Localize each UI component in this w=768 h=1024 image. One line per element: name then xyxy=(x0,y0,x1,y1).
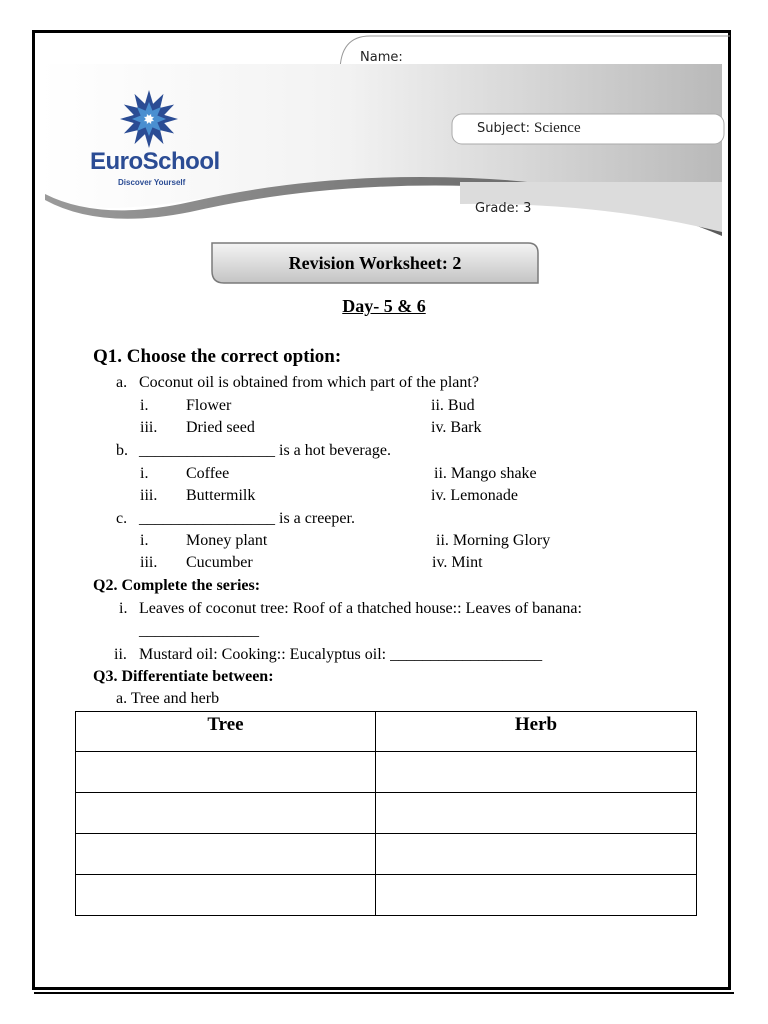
q2-heading: Q2. Complete the series: xyxy=(93,577,261,594)
table-cell[interactable] xyxy=(76,834,376,875)
q2-item1-blank[interactable]: _______________ xyxy=(139,622,259,639)
table-header-row xyxy=(76,712,697,752)
q3-heading: Q3. Differentiate between: xyxy=(93,668,274,685)
q1b-opt2[interactable]: ii. Mango shake xyxy=(434,465,537,482)
differentiate-table xyxy=(75,711,697,916)
q1a-question: Coconut oil is obtained from which part of the plant? xyxy=(139,374,479,391)
q2-item1-text: Leaves of coconut tree: Roof of a thatched house:: Leaves of banana: xyxy=(139,600,582,617)
name-label: Name: xyxy=(360,50,403,65)
table-row xyxy=(76,752,697,793)
page-bottom-rule xyxy=(34,992,734,994)
table-row xyxy=(76,834,697,875)
q2-item1-num: i. xyxy=(119,600,128,617)
q1b-opt1-num: i. xyxy=(140,465,149,482)
q1a-opt3-num: iii. xyxy=(140,419,158,436)
table-cell[interactable] xyxy=(376,752,697,793)
q2-item2-text: Mustard oil: Cooking:: Eucalyptus oil: ___________________ xyxy=(139,646,543,663)
q1a-opt1-num: i. xyxy=(140,397,149,414)
grade-label: Grade: xyxy=(475,201,520,216)
table-cell[interactable] xyxy=(376,834,697,875)
subject-value: Science xyxy=(533,120,581,136)
logo-tagline: Discover Yourself xyxy=(118,178,186,187)
grade-value: 3 xyxy=(523,201,532,216)
table-cell[interactable] xyxy=(76,793,376,834)
q1c-letter: c. xyxy=(116,510,128,527)
q1c-opt3[interactable]: Cucumber xyxy=(186,554,253,571)
table-cell[interactable] xyxy=(376,875,697,916)
table-cell[interactable] xyxy=(376,793,697,834)
q1c-opt4[interactable]: iv. Mint xyxy=(432,554,483,571)
q2-item2-num: ii. xyxy=(114,646,127,663)
q1a-opt3[interactable]: Dried seed xyxy=(186,419,255,436)
q1b-opt4[interactable]: iv. Lemonade xyxy=(431,487,518,504)
q1c-opt1-num: i. xyxy=(140,532,149,549)
worksheet-title: Revision Worksheet: 2 xyxy=(288,253,462,273)
q1-heading: Q1. Choose the correct option: xyxy=(93,346,342,367)
logo-name: EuroSchool xyxy=(90,148,220,175)
subject-label: Subject: xyxy=(477,121,530,136)
q1b-opt3-num: iii. xyxy=(140,487,158,504)
q1c-question: _________________ is a creeper. xyxy=(139,510,355,527)
q1c-opt2[interactable]: ii. Morning Glory xyxy=(436,532,551,549)
subject-field[interactable] xyxy=(477,120,581,137)
table-row xyxy=(76,875,697,916)
column-header-herb: Herb xyxy=(376,712,697,752)
day-heading: Day- 5 & 6 xyxy=(342,296,426,316)
q1b-opt1[interactable]: Coffee xyxy=(186,465,230,482)
q1b-letter: b. xyxy=(116,442,128,459)
q1b-question: _________________ is a hot beverage. xyxy=(139,442,391,459)
q1a-opt4[interactable]: iv. Bark xyxy=(431,419,482,436)
column-header-tree: Tree xyxy=(76,712,376,752)
q1b-opt3[interactable]: Buttermilk xyxy=(186,487,256,504)
q1a-opt1[interactable]: Flower xyxy=(186,397,232,414)
q1c-opt1[interactable]: Money plant xyxy=(186,532,268,549)
name-field[interactable] xyxy=(360,50,403,65)
q1a-letter: a. xyxy=(116,374,128,391)
grade-field[interactable] xyxy=(475,201,531,216)
table-row xyxy=(76,793,697,834)
flower-star-logo-icon xyxy=(118,88,180,150)
table-cell[interactable] xyxy=(76,875,376,916)
q1c-opt3-num: iii. xyxy=(140,554,158,571)
q3-sub: a. Tree and herb xyxy=(116,690,220,707)
table-cell[interactable] xyxy=(76,752,376,793)
q1a-opt2[interactable]: ii. Bud xyxy=(431,397,475,414)
